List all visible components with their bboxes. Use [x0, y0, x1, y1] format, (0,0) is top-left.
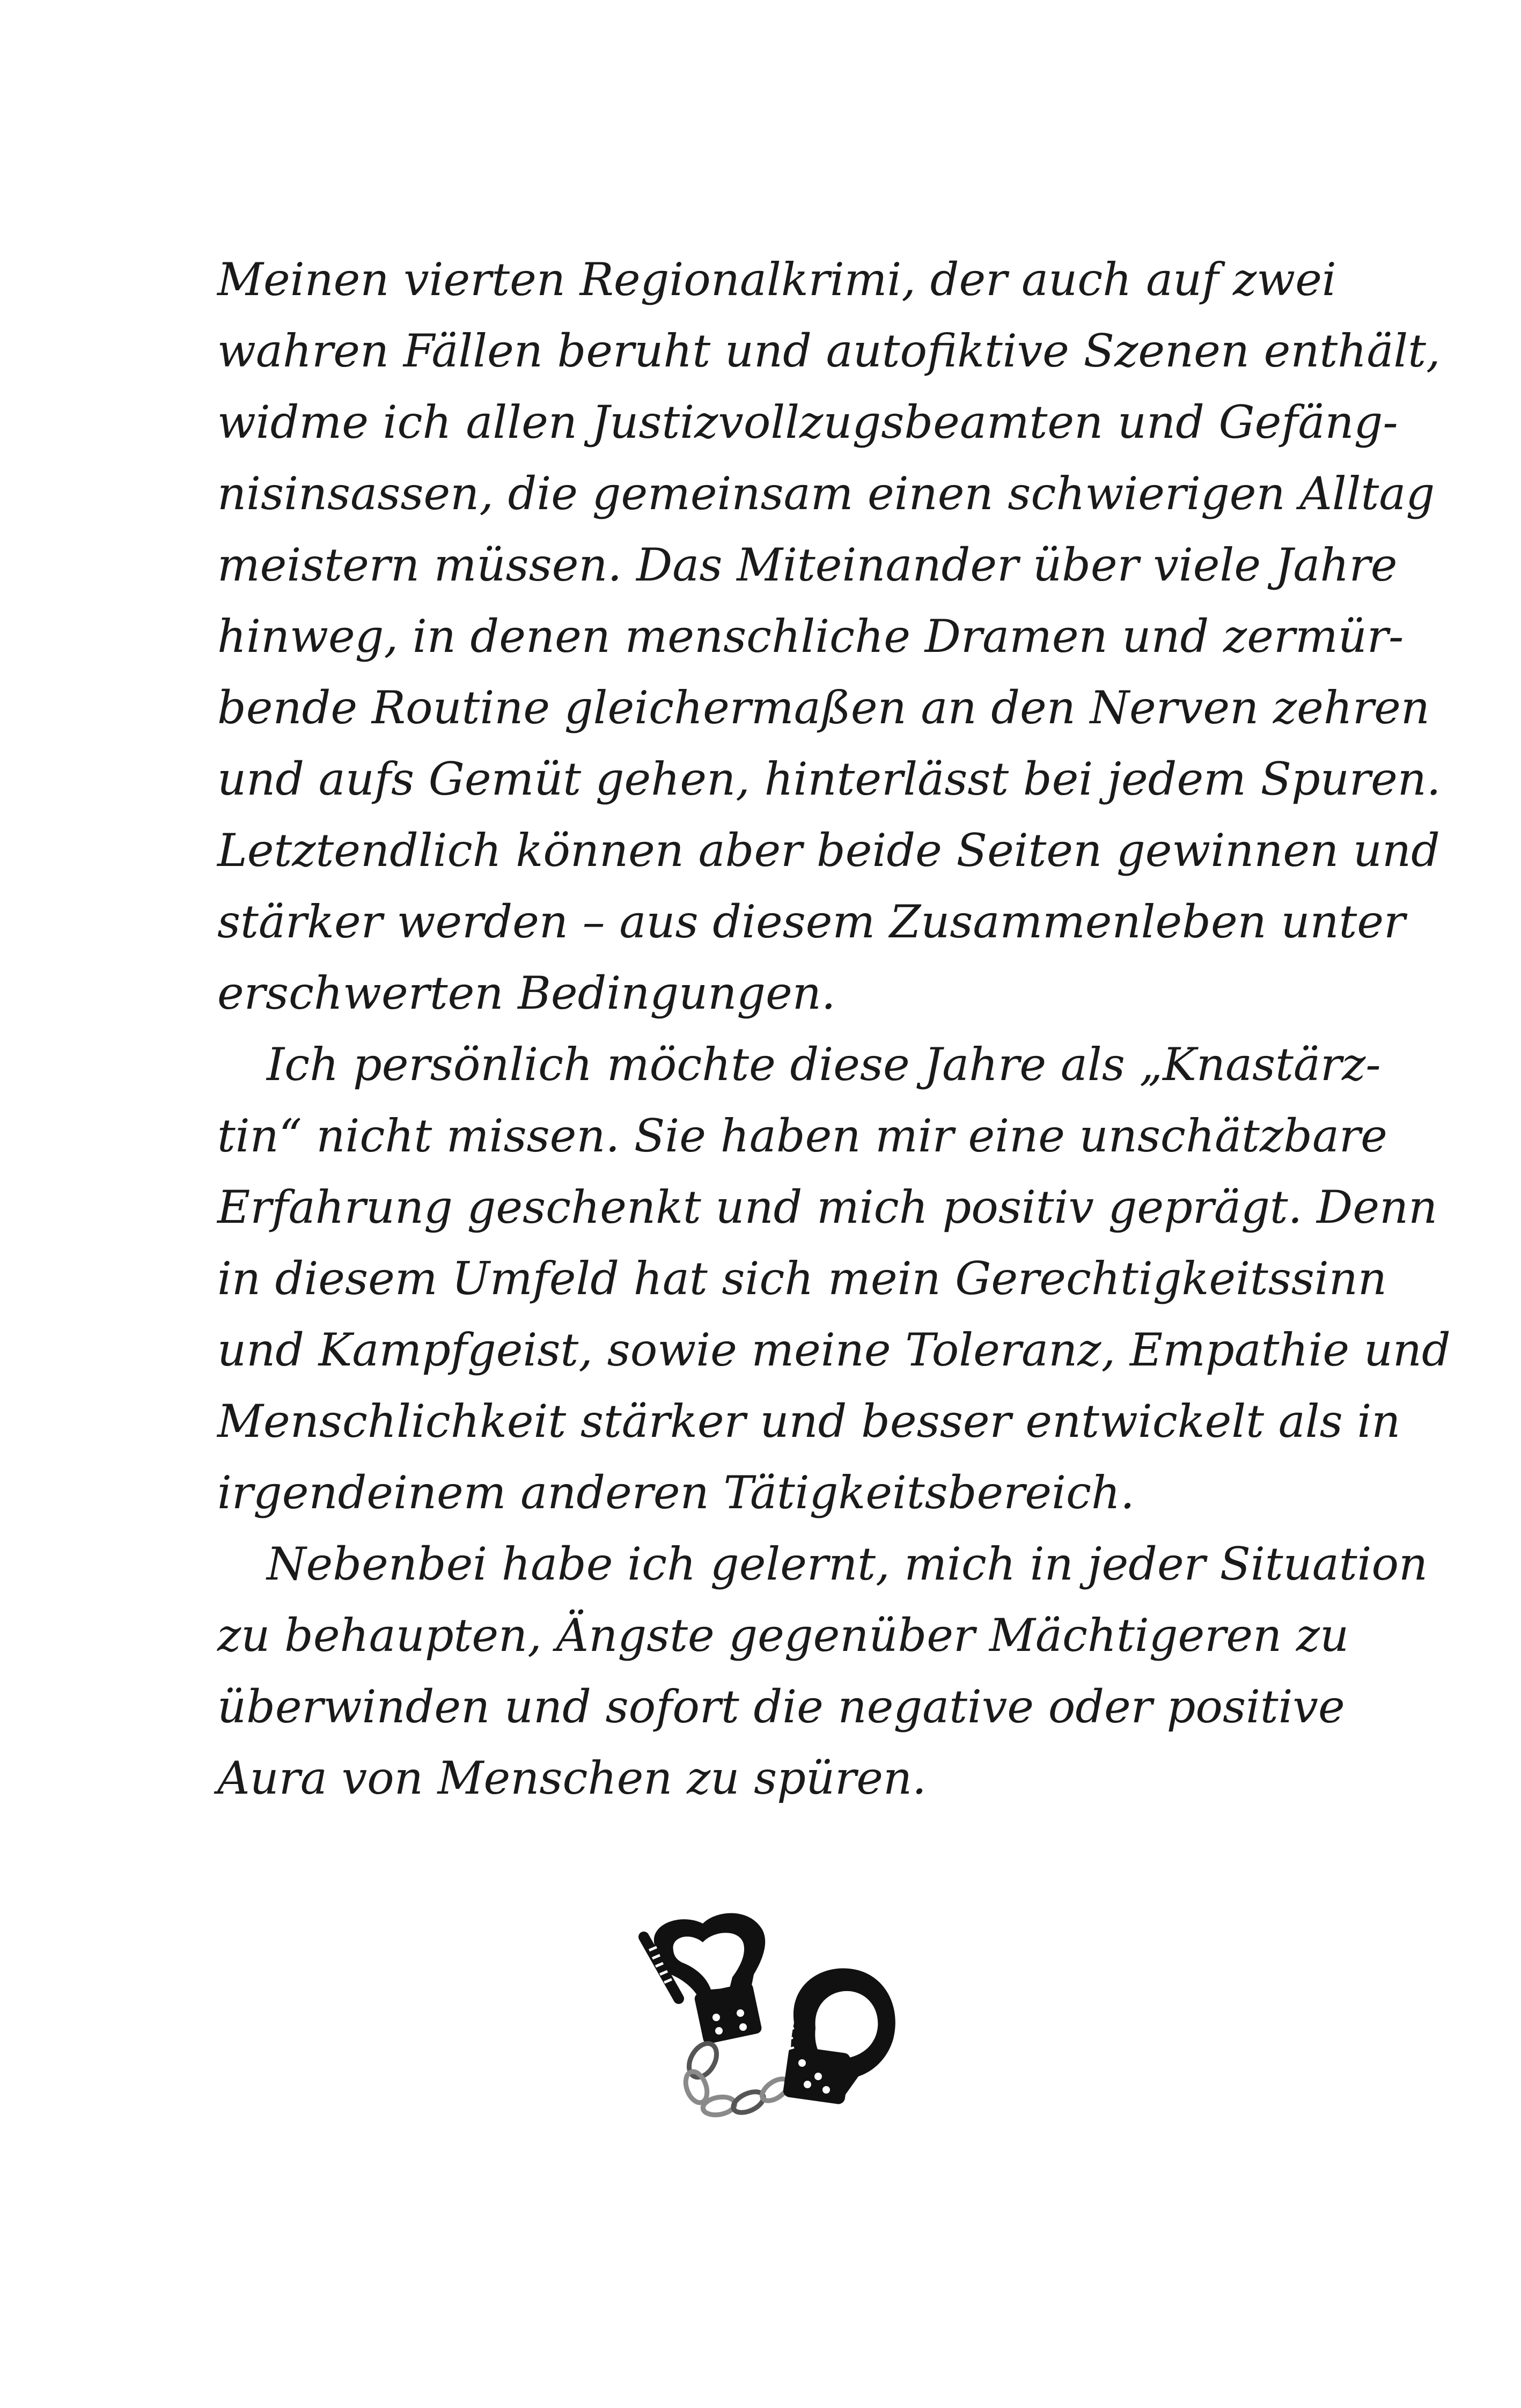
handcuffs-icon	[633, 1899, 912, 2130]
text-line: wahren Fällen beruht und autofiktive Szenen enthält,	[217, 325, 1441, 377]
text-line: Ich persönlich möchte diese Jahre als „Knastärz-	[267, 1038, 1381, 1091]
right-cuff	[783, 1968, 895, 2104]
text-line: hinweg, in denen menschliche Dramen und zermür-	[217, 610, 1404, 663]
text-line: meistern müssen. Das Miteinander über viele Jahre	[217, 539, 1398, 591]
text-line: und aufs Gemüt gehen, hinterlässt bei jedem Spuren.	[217, 753, 1441, 805]
text-line: Menschlichkeit stärker und besser entwickelt als in	[217, 1395, 1401, 1448]
text-line: Erfahrung geschenkt und mich positiv geprägt. Denn	[217, 1181, 1438, 1234]
text-line: irgendeinem anderen Tätigkeitsbereich.	[217, 1466, 1135, 1519]
text-line: Nebenbei habe ich gelernt, mich in jeder Situation	[267, 1538, 1428, 1590]
text-line: Aura von Menschen zu spüren.	[217, 1752, 927, 1804]
paragraph-1	[217, 244, 1441, 1029]
text-line: Meinen vierten Regionalkrimi, der auch auf zwei	[217, 253, 1336, 306]
text-line: überwinden und sofort die negative oder positive	[217, 1680, 1345, 1733]
left-cuff	[644, 1913, 765, 2045]
text-line: erschwerten Bedingungen.	[217, 967, 836, 1019]
text-line: in diesem Umfeld hat sich mein Gerechtigkeitssinn	[217, 1252, 1387, 1305]
text-line: stärker werden – aus diesem Zusammenleben unter	[217, 895, 1406, 948]
dedication-text	[217, 244, 1451, 1814]
chain	[682, 2039, 792, 2117]
text-line: Letztendlich können aber beide Seiten gewinnen und	[217, 824, 1440, 877]
text-line: nisinsassen, die gemeinsam einen schwierigen Alltag	[217, 467, 1435, 520]
text-line: und Kampfgeist, sowie meine Toleranz, Empathie und	[217, 1324, 1451, 1376]
text-line: tin“ nicht missen. Sie haben mir eine unschätzbare	[217, 1110, 1387, 1162]
paragraph-2	[217, 1029, 1451, 1529]
paragraph-3	[217, 1529, 1428, 1814]
text-line: widme ich allen Justizvollzugsbeamten und Gefäng-	[217, 396, 1398, 449]
text-line: bende Routine gleichermaßen an den Nerven zehren	[217, 681, 1430, 734]
text-line: zu behaupten, Ängste gegenüber Mächtigeren zu	[217, 1609, 1349, 1662]
